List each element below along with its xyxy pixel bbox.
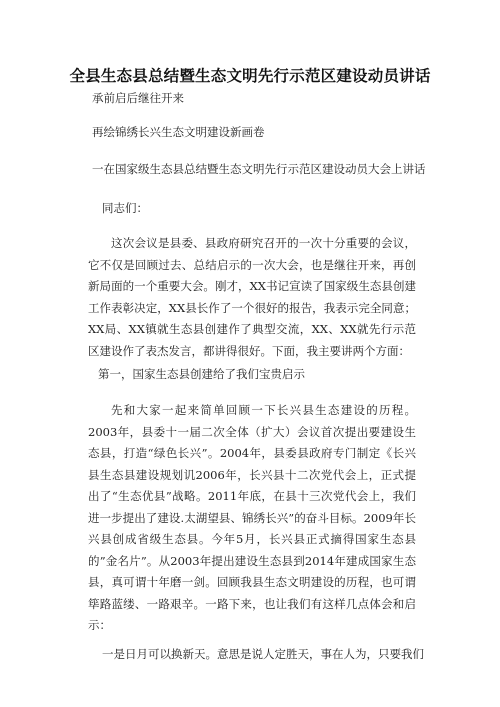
subtitle-line-2: 再绘锦绣长兴生态文明建设新画卷: [92, 125, 265, 139]
paragraph-1-text: 这次会议是县委、县政府研究召开的一次十分重要的会议，它不仅是回顾过去、总结启示的一次大会，也是继往开来，再创新局面的一个重要大会。刚才，XX书记宣读了国家级生态县创建工作表彰决定，XX县长作了一个很好的报告，我表示完全同意；XX局、XX镇就生态县创建作了典型交流，XX、XX就先行示范区建设作了表杰发言，都讲得很好。下面，我主要讲两个方面：: [88, 236, 416, 358]
section-heading-1: 第一，国家生态县创建给了我们宝贵启示: [98, 367, 305, 381]
paragraph-2-text: 先和大家一起来简单回顾一下长兴县生态建设的历程。2003年，县委十一届二次全体（扩大）会议首次提出要建设生态县，打造“绿色长兴”。2004年，县委县政府专门制定《长兴县生态县建设规划讥2006年，长兴县十二次党代会上，正式提出了“生态优县”战略。2011年底，在县十三次党代会上，我们进一步提出了建设.太湖望县、锦绣长兴”的奋斗目标。2009年长兴县创成省级生态县。今年5月，长兴县正式摘得国家生态县的”金名片”。从2003年提出建设生态县到2014年建成国家生态县，真可谓十年磨一剑。回顾我县生态文明建设的历程，也可谓筚路蓝缕、一路艰辛。一路下来，也让我们有这样几点体会和启示：: [88, 403, 416, 632]
subtitle-line-1: 承前启后继往开来: [92, 91, 184, 105]
salutation: 同志们：: [102, 201, 148, 215]
subtitle-line-3: 一在国家级生态县总结暨生态文明先行示范区建设动员大会上讲话: [92, 162, 426, 176]
paragraph-1: [88, 233, 416, 362]
paragraph-3-text: 一是日月可以换新天。意思是说人定胜天，事在人为，只要我们: [102, 647, 424, 661]
paragraph-2: [88, 400, 416, 637]
document-title: 全县生态县总结暨生态文明先行示范区建设动员讲话: [69, 67, 431, 85]
